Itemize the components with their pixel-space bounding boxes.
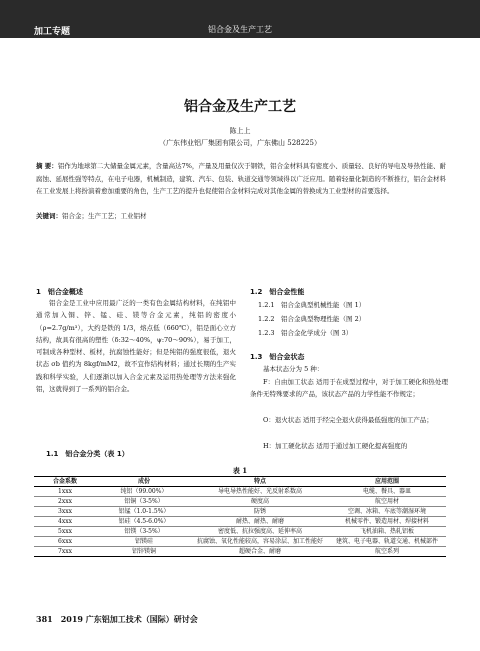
- paper-title: 铝合金及生产工艺: [184, 99, 296, 115]
- table-cell: 铝镁硅: [134, 538, 153, 545]
- page-header: [0, 0, 480, 38]
- table-cell: 飞机油箱、热轧铝板: [359, 528, 414, 535]
- table-header-cell: 成份: [137, 478, 150, 485]
- page-footer: [36, 614, 198, 625]
- table-cell: 防锈: [253, 508, 266, 515]
- affiliation: （广东伟业铝厂集团有限公司，广东佛山 528225）: [159, 139, 321, 147]
- table-cell: 6xxx: [58, 538, 72, 545]
- section-1-3-intro: 基本状态分为 5 种：: [263, 365, 324, 373]
- table-header-cell: 特点: [253, 478, 266, 485]
- state-f-text: F：自由加工状态 适用于在成型过程中，对于加工硬化和热处理条件无特殊要求的产品，该状态产品的力学性能不作规定；: [250, 378, 448, 399]
- section-1-paragraph: 铝合金是工业中应用最广泛的一类有色金属结构材料，在纯铝中通常加入铜、锌、锰、硅、镁等合金元素，纯铝的密度小（ρ=2.7g/m³），大约是铁的 1/3，熔点低（660℃），铝是面心立方结构，故具有很高的塑性（δ:32～40%，ψ:70～90%），易于加工，可制成各种型材、板材，抗腐蚀性能好；但是纯铝的强度很低，退火状态 σb 值约为 8kgf/mM2，故不宜作结构材料；通过长期的生产实践和科学实验，人们逐渐以加入合金元素及运用热处理等方法来强化铝，这就得到了一系列的铝合金。: [36, 299, 236, 394]
- table-row: [34, 487, 446, 497]
- section-1-heading: 1 铝合金概述: [36, 288, 83, 296]
- table-cell: 航空系列: [374, 548, 399, 555]
- table-header-cell: 应用范围: [374, 478, 399, 485]
- table-cell: 航空用材: [374, 498, 399, 505]
- keywords-label: 关键词：: [36, 212, 62, 220]
- alloy-classification-table: [34, 476, 446, 557]
- state-o-text: O：退火状态 适用于经完全退火获得最低强度的加工产品；: [263, 416, 433, 424]
- table-cell: 耐热、耐热、耐磨: [235, 518, 284, 525]
- section-1-1-heading: 1.1 铝合金分类（表 1）: [46, 450, 129, 458]
- page-number: 381: [36, 614, 53, 624]
- table-1-title: 表 1: [232, 466, 248, 475]
- table-cell: 密度低、抗拉强度高、延伸率高: [217, 528, 302, 535]
- abstract-text: 铝作为地球第二大储量金属元素，含量高达7%，产量及用量仅次于钢铁，铝合金材料具有密度小、质量轻、良好的导电及导热性能、耐腐蚀、延展性强等特点，在电子电器，机械制造，建筑、汽车、包装、轨道交通等领域得以广泛应用。随着轻量化制造的不断推行，铝合金材料在工业发展上将扮演着愈加重要的角色，生产工艺的提升也促使铝合金材料完成对其他金属的替换成为工业型材的首要选择。: [36, 162, 447, 195]
- section-1-2-3: 1.2.3 铝合金化学成分（图 3）: [258, 329, 353, 337]
- table-row: [34, 547, 446, 557]
- table-cell: 纯铝（99.00%）: [120, 488, 168, 495]
- footer-conference: 2019 广东铝加工技术（国际）研讨会: [60, 614, 198, 624]
- table-cell: 电缆、餐具、器皿: [362, 488, 411, 495]
- table-row: [34, 527, 446, 537]
- abstract: [36, 160, 446, 198]
- table-header-row: [34, 477, 446, 487]
- table-cell: 铝锰（1.0-1.5%）: [118, 508, 170, 515]
- section-1-2-heading: 1.2 铝合金性能: [250, 288, 305, 296]
- state-h-text: H：加工硬化状态 适用于通过加工硬化提高强度的: [263, 442, 408, 450]
- keywords: [36, 211, 446, 220]
- table-cell: 铝铜（3-5%）: [124, 498, 164, 505]
- table-cell: 超硬合金、耐磨: [238, 548, 281, 555]
- table-cell: 抗腐蚀、氧化性能较高，容易涂层、加工性能好: [196, 538, 323, 545]
- table-row: [34, 517, 446, 527]
- header-running-title: 铝合金及生产工艺: [208, 25, 272, 34]
- section-1-3-heading: 1.3 铝合金状态: [250, 353, 305, 361]
- table-cell: 导电导热性能好、光反射系数高: [217, 488, 302, 495]
- table-cell: 2xxx: [58, 498, 72, 505]
- table-cell: 4xxx: [58, 518, 72, 525]
- table-row: [34, 497, 446, 507]
- table-cell: 3xxx: [58, 508, 72, 515]
- abstract-label: 摘 要：: [36, 162, 58, 170]
- table-cell: 5xxx: [58, 528, 72, 535]
- author: 陈上上: [229, 127, 251, 135]
- table-row: [34, 507, 446, 517]
- table-cell: 建筑、电子电器、轨道交通、机械部件: [335, 538, 438, 545]
- header-section-label: 加工专题: [34, 27, 71, 37]
- table-header-cell: 合金系数: [52, 478, 77, 485]
- table-cell: 机械零件、锻造用材、焊接材料: [344, 518, 429, 525]
- table-cell: 空调、冰箱、车底等潮湿环境: [347, 508, 426, 515]
- table-cell: 铝镁（3-5%）: [124, 528, 164, 535]
- table-row: [34, 537, 446, 547]
- table-cell: 铝硅（4.5-6.0%）: [118, 518, 170, 525]
- keywords-text: 铝合金；生产工艺；工业铝材: [62, 212, 147, 220]
- section-1-2-2: 1.2.2 铝合金典型物理性能（图 2）: [258, 315, 366, 323]
- table-cell: 1xxx: [58, 488, 72, 495]
- table-cell: 铝锌镁铜: [131, 548, 156, 555]
- table-cell: 7xxx: [58, 548, 72, 555]
- table-cell: 硬度高: [250, 498, 269, 505]
- section-1-2-1: 1.2.1 铝合金典型机械性能（图 1）: [258, 301, 366, 309]
